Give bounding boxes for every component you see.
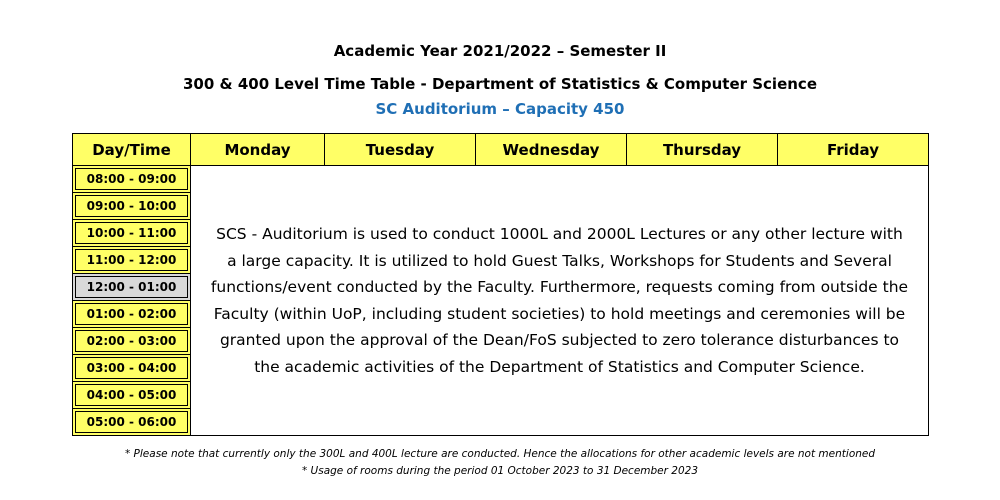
time-slot: 03:00 - 04:00 — [73, 355, 191, 382]
footnote-levels: * Please note that currently only the 300L and 400L lecture are conducted. Hence the allocations for other academic levels are not mentioned — [124, 448, 876, 460]
time-slot: 08:00 - 09:00 — [73, 166, 191, 193]
table-row — [73, 166, 929, 193]
col-header-thursday: Thursday — [627, 134, 778, 166]
time-slot: 10:00 - 11:00 — [73, 220, 191, 247]
time-slot: 04:00 - 05:00 — [73, 382, 191, 409]
venue-subtitle: SC Auditorium – Capacity 450 — [375, 100, 625, 118]
auditorium-usage-note: SCS - Auditorium is used to conduct 1000L and 2000L Lectures or any other lecture with a large capacity. It is utilized to hold Guest Talks, Workshops for Students and Several functions/event conducted by the Faculty. Furthermore, requests coming from outside the Faculty (within UoP, including student societies) to hold meetings and ceremonies will be granted upon the approval of the Dean/FoS subjected to zero tolerance disturbances to the academic activities of the Department of Statistics and Computer Science. — [191, 166, 929, 436]
time-slot: 09:00 - 10:00 — [73, 193, 191, 220]
time-slot-lunch: 12:00 - 01:00 — [73, 274, 191, 301]
header-row — [73, 134, 929, 166]
col-header-tuesday: Tuesday — [325, 134, 476, 166]
col-header-friday: Friday — [778, 134, 929, 166]
academic-year-title: Academic Year 2021/2022 – Semester II — [333, 42, 667, 60]
col-header-daytime: Day/Time — [73, 134, 191, 166]
time-slot: 11:00 - 12:00 — [73, 247, 191, 274]
time-slot: 02:00 - 03:00 — [73, 328, 191, 355]
timetable — [72, 133, 929, 436]
col-header-wednesday: Wednesday — [476, 134, 627, 166]
timetable-title: 300 & 400 Level Time Table - Department of Statistics & Computer Science — [182, 75, 817, 93]
time-slot: 05:00 - 06:00 — [73, 409, 191, 436]
time-slot: 01:00 - 02:00 — [73, 301, 191, 328]
col-header-monday: Monday — [191, 134, 325, 166]
footnote-period: * Usage of rooms during the period 01 October 2023 to 31 December 2023 — [301, 465, 699, 477]
